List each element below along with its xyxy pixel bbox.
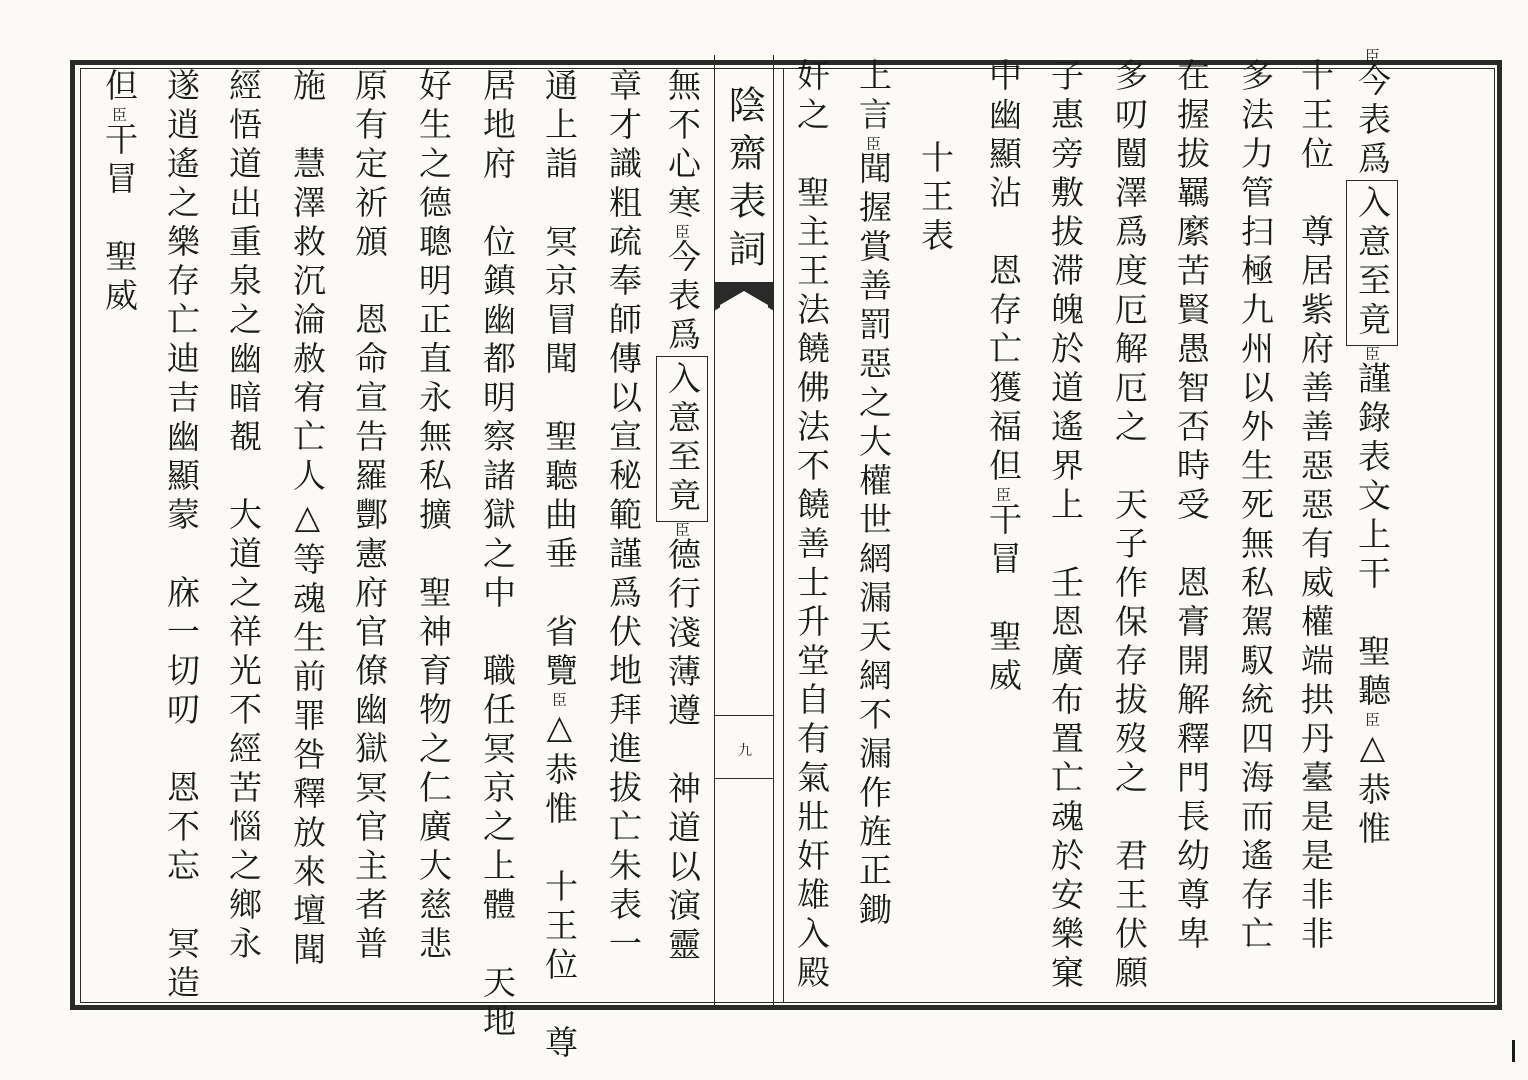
right-page-rule	[783, 68, 784, 1003]
scan-edge-mark	[1512, 1040, 1515, 1062]
right-col-2: 十王位 尊居紫府善善惡惡有威權端拱丹臺是是非非	[1296, 58, 1335, 955]
left-col-1: 無不心寒臣今表爲入意至竟臣德行淺薄遵 神道以演靈	[662, 68, 708, 966]
left-col-5: 好生之德聰明正直永無私擴 聖神育物之仁廣大慈悲	[414, 68, 453, 965]
left-col-9: 遂逍遙之樂存亡迪吉幽顯蒙 庥一切叨 恩不忘 冥造	[162, 68, 201, 1004]
left-col-3: 通上詣 冥京冒聞 聖聽曲垂 省覽臣△恭惟 十王位 尊	[540, 68, 579, 1064]
spine-rule-mid	[714, 715, 774, 716]
right-col-4: 在握拔羈縻苦賢愚智否時受 恩膏開解釋門長幼尊卑	[1172, 58, 1211, 955]
boxed-phrase: 入意至竟	[1346, 180, 1398, 346]
left-col-7: 施 慧澤救沉淪赦宥亡人△等魂生前罪咎釋放來壇聞	[288, 68, 327, 971]
boxed-phrase-left: 入意至竟	[656, 356, 708, 522]
left-col-2: 章才識粗疏奉師傳以宣秘範謹爲伏地拜進拔亡朱表一	[604, 68, 643, 965]
right-col-7: 中幽顯沾 恩存亡獲福但臣干冒 聖威	[984, 58, 1023, 697]
left-col-4: 居地府 位鎮幽都明察諸獄之中 職任冥京之上體 天地	[478, 68, 517, 1043]
left-col-10: 但臣干冒 聖威	[100, 68, 139, 317]
fishtail-mark	[714, 283, 774, 323]
right-col-1: 臣今表爲入意至竟臣謹錄表文上干 聖聽臣△恭惟	[1352, 48, 1398, 850]
section-heading: 十王表	[916, 140, 955, 257]
spine-rule-bottom	[714, 778, 774, 779]
left-col-6: 原有定祈頒 恩命宣告羅酆憲府官僚幽獄冥官主者普	[350, 68, 389, 965]
book-title: 陰齋表詞	[722, 85, 766, 277]
right-col-9: 上言臣聞握賞善罰惡之大權世網漏天網不漏作旌正鋤	[854, 58, 893, 931]
right-col-10: 奸之 聖主王法饒佛法不饒善士升堂自有氣壯奸雄入殿	[792, 58, 831, 994]
page-number: 九	[738, 743, 752, 759]
left-col-8: 經悟道出重泉之幽暗覩 大道之祥光不經苦惱之鄉永	[224, 68, 263, 965]
right-col-5: 多叨闓澤爲度厄解厄之 天子作保存拔歿之 君王伏願	[1110, 58, 1149, 994]
right-col-6: 子惠旁敷拔滞魄於道遙界上 壬恩廣布置亡魂於安樂窠	[1046, 58, 1085, 994]
right-col-3: 多法力管扫極九州以外生死無私駕馭統四海而遙存亡	[1236, 58, 1275, 955]
